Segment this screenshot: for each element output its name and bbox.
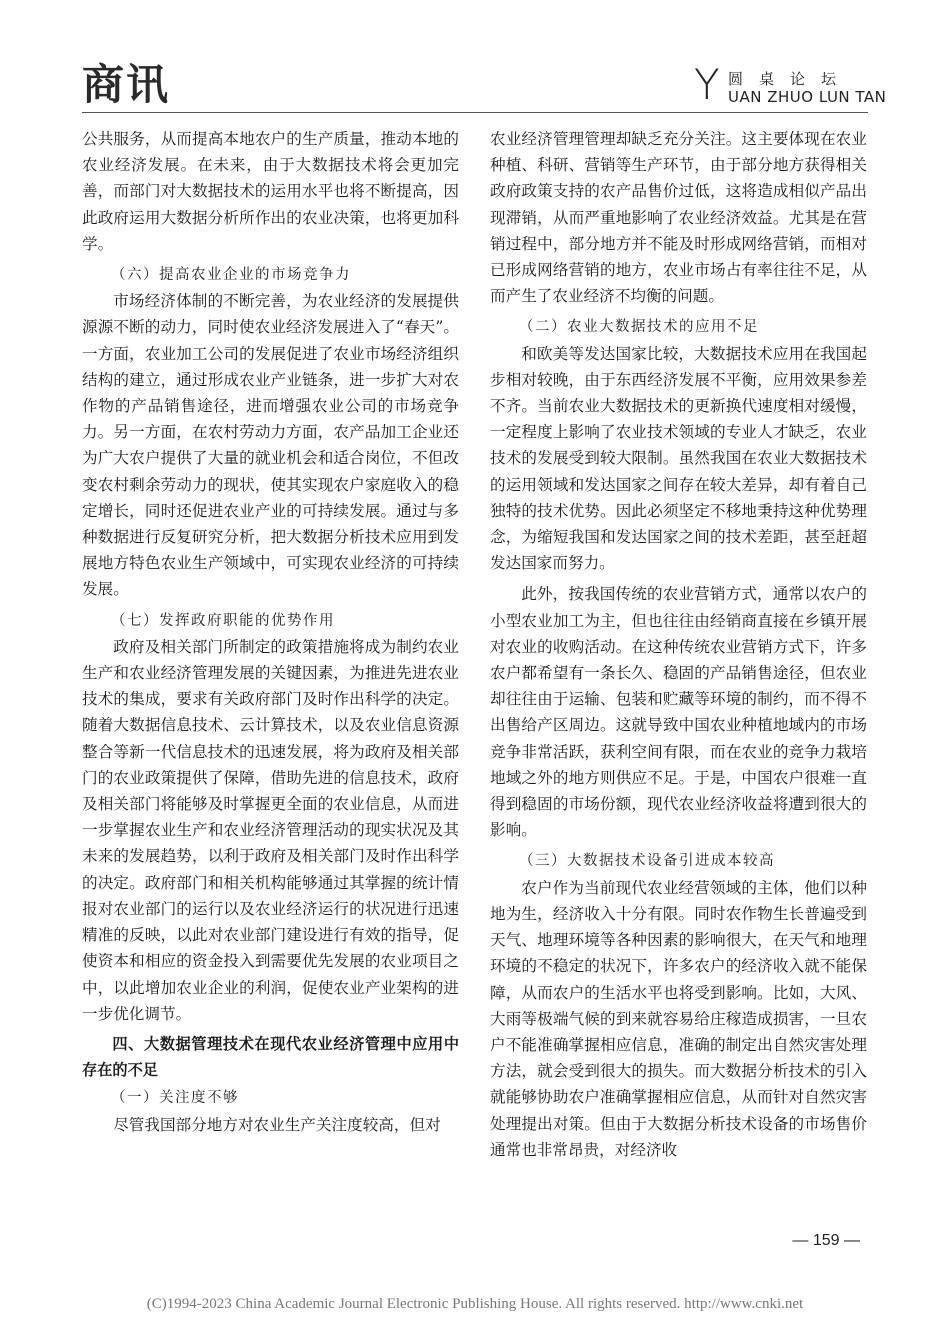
right-column <box>490 126 867 1163</box>
subheading: （二）农业大数据技术的应用不足 <box>519 319 759 336</box>
subheading: （三）大数据技术设备引进成本较高 <box>519 853 775 870</box>
journal-title: 商讯 <box>82 60 171 109</box>
column-logo-en: UAN ZHUO LUN TAN <box>728 88 887 106</box>
paragraph: 此外，按我国传统的农业营销方式，通常以农户的小型农业加工为主，但也往往由经销商直接在乡镇开展对农业的收购活动。在这种传统农业营销方式下，许多农户都希望有一条长久、稳固的产品销售途径，但农业却往往由于运输、包装和贮藏等环境的制约，而不得不出售给产区周边。这就导致中国农业种植地域内的市场竞争非常活跃，获利空间有限，而在农业的竞争力栽培地域之外的地方则供应不足。于是，中国农户很难一直得到稳固的市场份额，现代农业经济收益将遭到很大的影响。 <box>490 585 867 840</box>
paragraph: 尽管我国部分地方对农业生产关注度较高，但对 <box>113 1115 441 1134</box>
copyright-footer: (C)1994-2023 China Academic Journal Electronic Publishing House. All rights reserved. http://www.cnki.net <box>146 1296 804 1312</box>
paragraph: 政府及相关部门所制定的政策措施将成为制约农业生产和农业经济管理发展的关键因素，为推进先进农业技术的集成，要求有关政府部门及时作出科学的决定。随着大数据信息技术、云计算技术，以及农业信息资源整合等新一代信息技术的迅速发展，将为政府及相关部门的农业政策提供了保障，借助先进的信息技术，政府及相关部门将能够及时掌握更全面的农业信息，从而进一步掌握农业生产和农业经济管理活动的现实状况及其未来的发展趋势，以利于政府及相关部门及时作出科学的决定。政府部门和相关机构能够通过其掌握的统计情报对农业部门的运行以及农业经济运行的状况进行迅速精准的反映，以此对农业部门建设进行有效的指导，促使资本和相应的资金投入到需要优先发展的农业项目之中，以此增加农业企业的利润，促使农业产业架构的进一步优化调节。 <box>82 637 459 1023</box>
page-number: — 159 — <box>792 1232 860 1249</box>
paragraph: 和欧美等发达国家比较，大数据技术应用在我国起步相对较晚，由于东西经济发展不平衡，应用效果参差不齐。当前农业大数据技术的更新换代速度相对缓慢，一定程度上影响了农业技术领域的专业人才缺乏，农业技术的发展受到较大限制。虽然我国在农业大数据技术的运用领域和发达国家之间存在较大差异，却有着自己独特的技术优势。因此必须坚定不移地秉持这种优势理念，为缩短我国和发达国家之间的技术差距，甚至赶超发达国家而努力。 <box>490 344 867 573</box>
paragraph: 公共服务，从而提高本地农户的生产质量，推动本地的农业经济发展。在未来，由于大数据技术将会更加完善，而部门对大数据技术的运用水平也将不断提高，因此政府运用大数据分析所作出的农业决策，也将更加科学。 <box>82 130 459 253</box>
column-logo <box>694 60 887 109</box>
column-logo-cn: 圆桌论坛 <box>728 70 853 88</box>
left-column <box>82 126 459 1138</box>
paragraph: 农户作为当前现代农业经营领域的主体，他们以种地为生，经济收入十分有限。同时农作物生长普遍受到天气、地理环境等各种因素的影响很大，在天气和地理环境的不稳定的状况下，许多农户的经济收入就不能保障，从而农户的生活水平也将受到影响。比如，大风、大雨等极端气候的到来就容易给庄稼造成损害，一旦农户不能准确掌握相应信息，准确的制定出自然灾害处理方法，就会受到很大的损失。而大数据分析技术的引入就能够协助农户准确掌握相应信息，从而针对自然灾害处理提出对策。但由于大数据分析技术设备的市场售价通常也非常昂贵，对经济收 <box>490 878 867 1159</box>
section-heading: 四、大数据管理技术在现代农业经济管理中应用中存在的不足 <box>82 1034 459 1080</box>
column-logo-initial: Y <box>694 60 720 109</box>
subheading: （六）提高农业企业的市场竞争力 <box>111 267 351 284</box>
subheading: （七）发挥政府职能的优势作用 <box>111 612 335 629</box>
header-divider <box>82 112 868 113</box>
paragraph: 农业经济管理管理却缺乏充分关注。这主要体现在农业种植、科研、营销等生产环节，由于部分地方获得相关政府政策支持的农产品售价过低，这将造成相似产品出现滞销，从而严重地影响了农业经济效益。尤其是在营销过程中，部分地方并不能及时形成网络营销，而相对已形成网络营销的地方，农业市场占有率往往不足，从而产生了农业经济不均衡的问题。 <box>490 130 867 306</box>
subheading: （一）关注度不够 <box>111 1090 239 1107</box>
paragraph: 市场经济体制的不断完善，为农业经济的发展提供源源不断的动力，同时使农业经济发展进入了“春天”。一方面，农业加工公司的发展促进了农业市场经济组织结构的建立，通过形成农业产业链条，进一步扩大对农作物的产品销售途径，进而增强农业公司的市场竞争力。另一方面，在农村劳动力方面，农产品加工企业还为广大农户提供了大量的就业机会和适合岗位，不但改变农村剩余劳动力的现状，使其实现农户家庭收入的稳定增长，同时还促进农业产业的可持续发展。通过与多种数据进行反复研究分析，把大数据分析技术应用到发展地方特色农业生产领域中，可实现农业经济的可持续发展。 <box>82 292 459 599</box>
